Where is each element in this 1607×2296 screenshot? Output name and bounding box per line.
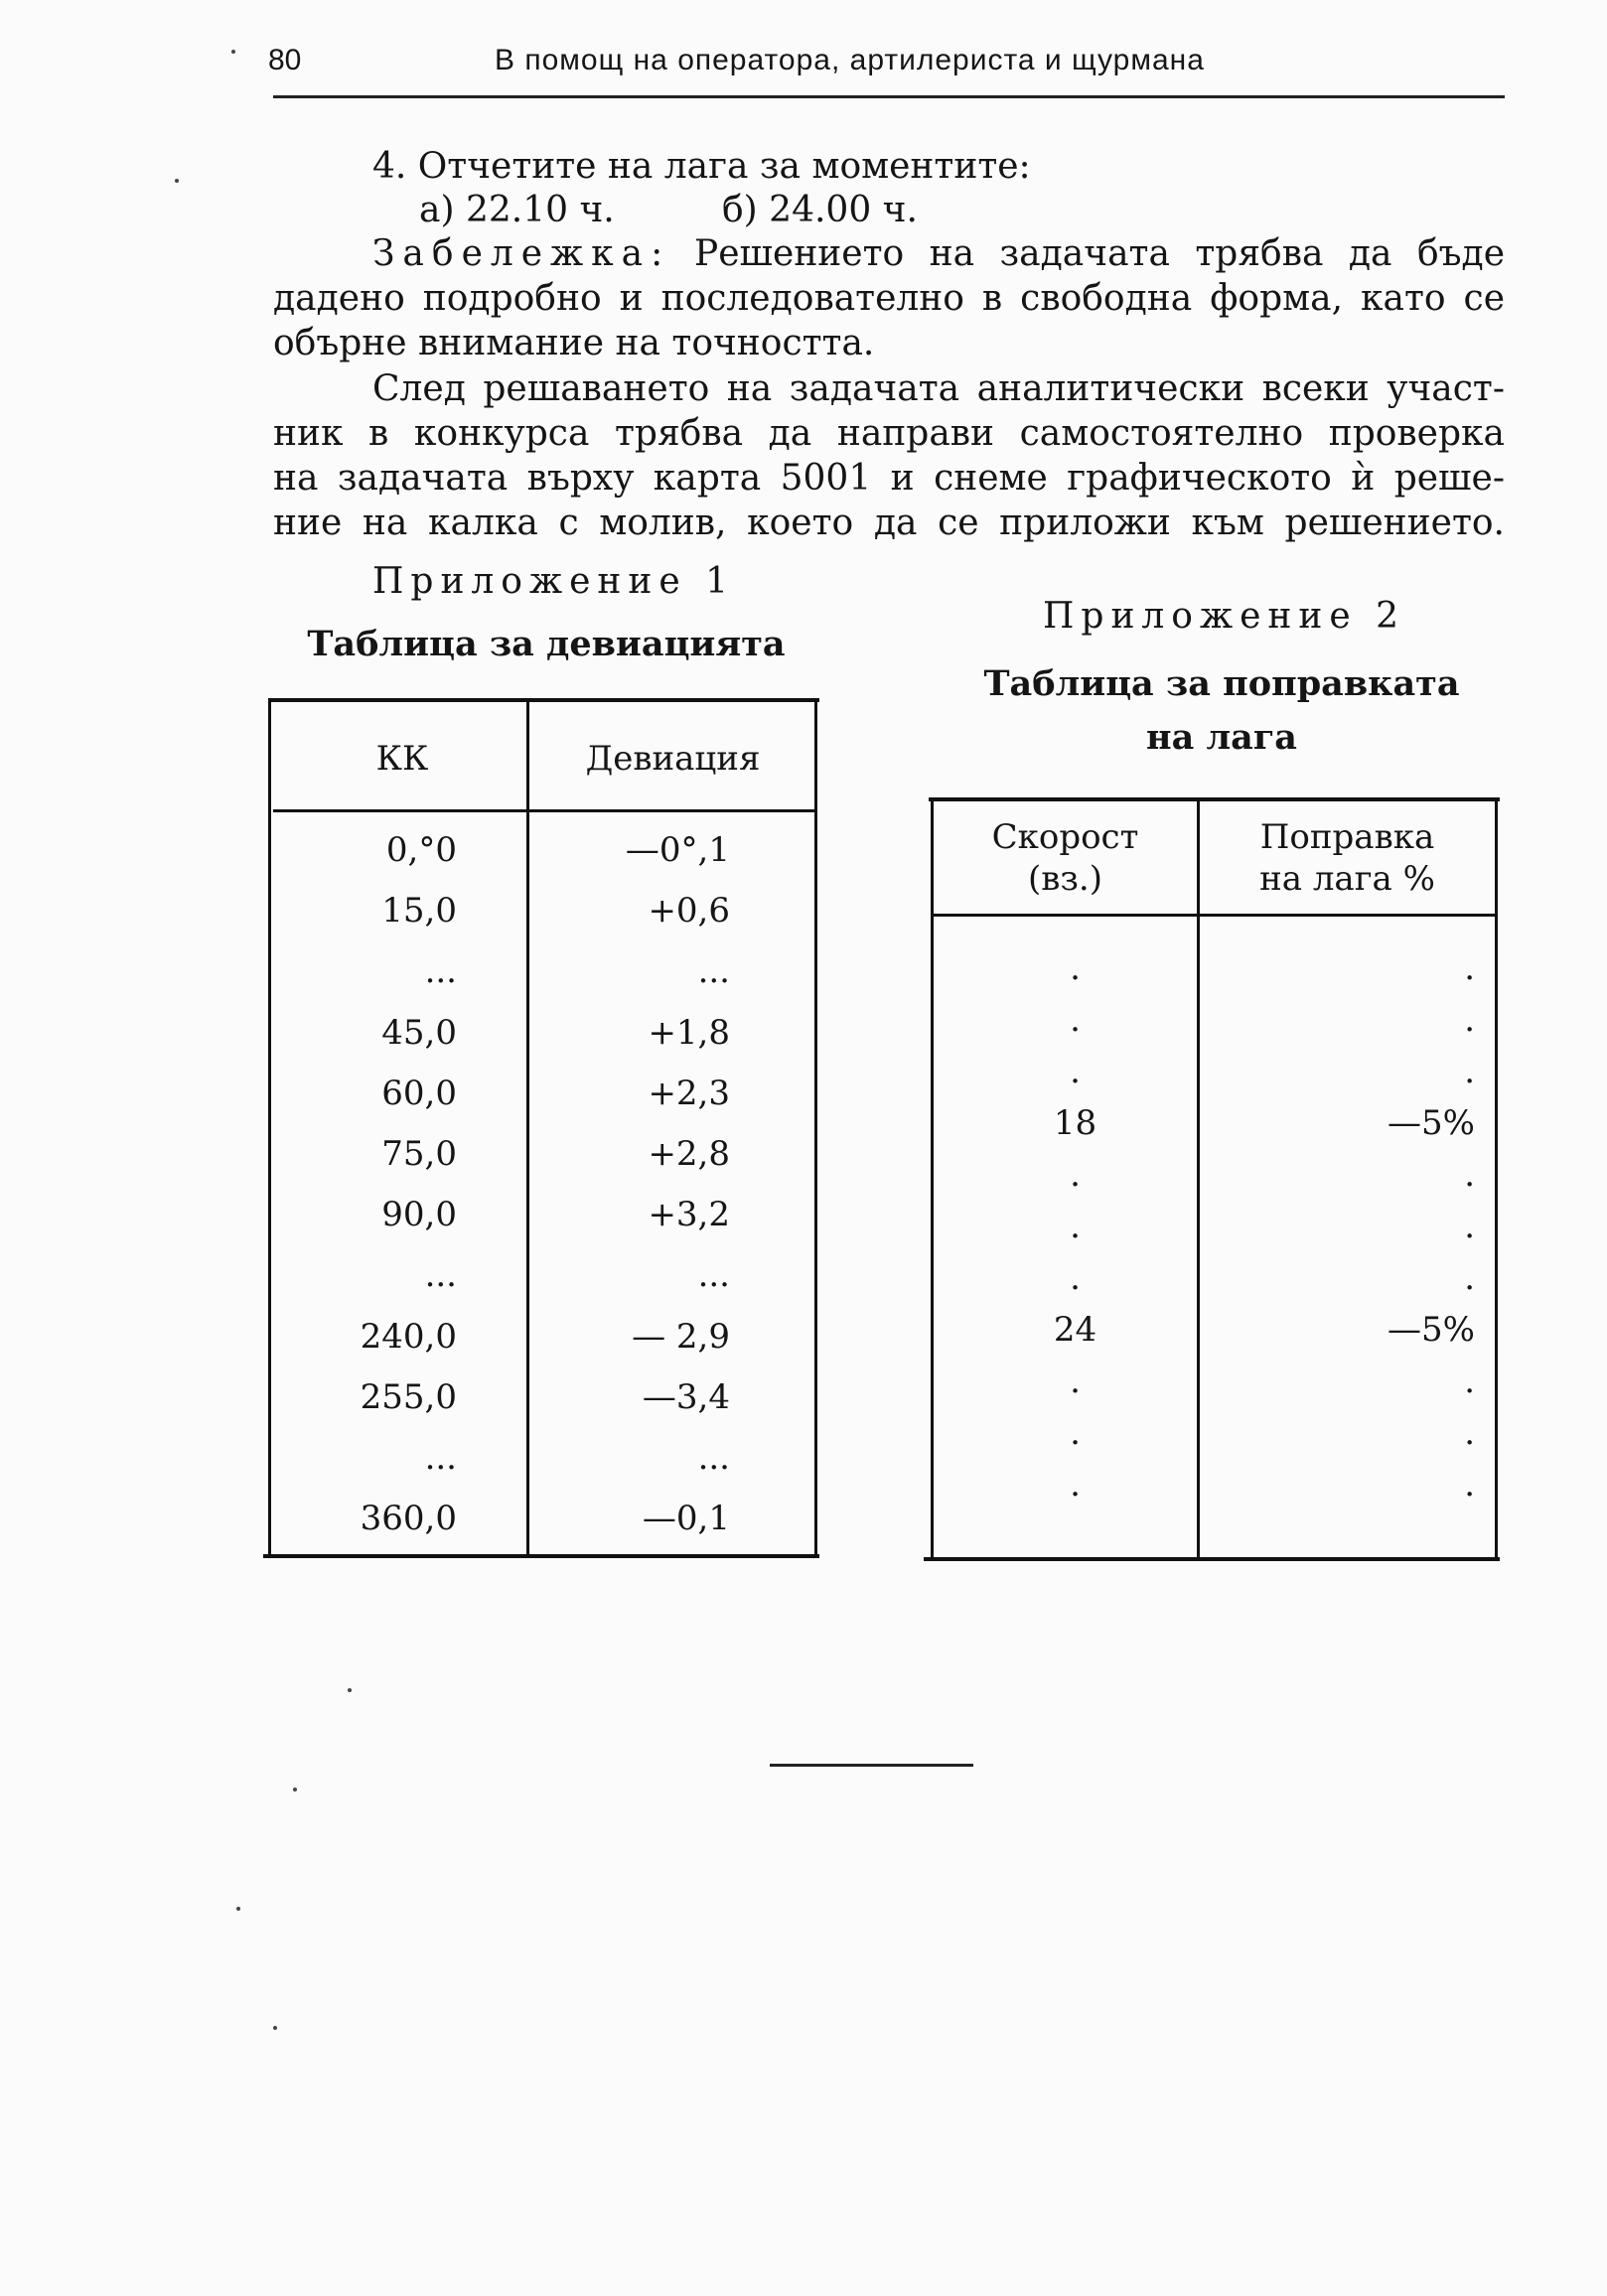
appendix1-row-10-col-1: 255,0 [360, 1376, 457, 1417]
table-header-rule [934, 914, 1495, 917]
table-header-rule [273, 809, 814, 812]
note-line-2: дадено подробно и последователно в свободна форма, като се [273, 278, 1505, 319]
appendix2-row-5-col-2: . [1464, 1155, 1475, 1195]
column-header-correction-line-2: на лага % [1259, 859, 1435, 899]
appendix1-row-11-col-2: ... [697, 1438, 730, 1478]
appendix2-row-1-col-2: . [1464, 948, 1475, 988]
item-4-b: б) 24.00 ч. [722, 190, 918, 230]
appendix2-row-3-col-1: . [1070, 1052, 1081, 1091]
appendix2-row-6-col-1: . [1070, 1207, 1081, 1246]
table-column-divider [1197, 797, 1200, 1560]
note-line-3: обърне внимание на точността. [273, 323, 875, 363]
item-4-a: а) 22.10 ч. [419, 190, 615, 230]
appendix2-row-10-col-2: . [1464, 1413, 1475, 1453]
paragraph-line-2: ник в конкурса трябва да направи самостоятелно проверка [273, 413, 1505, 454]
table-bottom-rule [924, 1557, 1500, 1561]
appendix2-row-11-col-2: . [1464, 1465, 1475, 1505]
appendix1-row-12-col-1: 360,0 [360, 1499, 457, 1539]
appendix2-row-8-col-2: —5% [1388, 1310, 1475, 1350]
appendix1-row-3-col-1: ... [424, 951, 457, 992]
table-left-border [931, 797, 934, 1560]
appendix1-row-2-col-2: +0,6 [648, 891, 730, 932]
appendix1-row-6-col-2: +2,8 [648, 1134, 730, 1174]
appendix2-row-5-col-1: . [1070, 1155, 1081, 1195]
header-rule [273, 95, 1505, 98]
appendix1-row-10-col-2: —3,4 [642, 1376, 730, 1417]
appendix2-row-3-col-2: . [1464, 1052, 1475, 1091]
appendix2-row-7-col-1: . [1070, 1258, 1081, 1298]
column-header-speed-line-1: Скорост [991, 817, 1139, 857]
appendix1-row-1-col-2: —0°,1 [625, 830, 730, 870]
scan-speck [175, 179, 179, 183]
paragraph-line-1: След решаването на задачата аналитически всеки участ- [372, 368, 1505, 409]
running-header: В помощ на оператора, артилериста и щурмана [495, 44, 1205, 76]
scan-speck [236, 1907, 240, 1911]
appendix2-row-2-col-1: . [1070, 1000, 1081, 1040]
table-column-divider [526, 698, 529, 1557]
appendix2-row-2-col-2: . [1464, 1000, 1475, 1040]
column-header-deviation: Девиация [585, 739, 761, 779]
appendix1-row-5-col-1: 60,0 [381, 1073, 457, 1113]
appendix2-row-4-col-2: —5% [1388, 1103, 1475, 1143]
appendix2-row-6-col-2: . [1464, 1207, 1475, 1246]
scan-speck [293, 1788, 297, 1792]
appendix1-row-7-col-2: +3,2 [648, 1195, 730, 1235]
appendix1-row-2-col-1: 15,0 [381, 891, 457, 932]
appendix1-row-4-col-2: +1,8 [648, 1012, 730, 1053]
appendix1-row-5-col-2: +2,3 [648, 1073, 730, 1113]
appendix2-row-9-col-1: . [1070, 1362, 1081, 1401]
paragraph-line-4: ние на калка с молив, което да се приложи към решението. [273, 502, 1505, 543]
table-top-rule [268, 698, 819, 702]
appendix2-row-4-col-1: 18 [1053, 1103, 1097, 1143]
appendix-2-title-line-1: Таблица за поправката [983, 663, 1460, 704]
column-header-kk: КК [375, 739, 429, 779]
appendix2-row-11-col-1: . [1070, 1465, 1081, 1505]
appendix-1-caption: Приложение 1 [372, 561, 736, 602]
appendix1-row-4-col-1: 45,0 [381, 1012, 457, 1053]
end-rule [770, 1764, 973, 1767]
page-number: 80 [268, 44, 302, 76]
appendix-2-title-line-2: на лага [1146, 717, 1297, 758]
column-header-speed-line-2: (вз.) [1027, 859, 1103, 899]
appendix2-row-7-col-2: . [1464, 1258, 1475, 1298]
appendix2-row-8-col-1: 24 [1053, 1310, 1097, 1350]
appendix1-row-8-col-1: ... [424, 1255, 457, 1296]
item-4: 4. Отчетите на лага за моментите: [372, 146, 1031, 187]
table-top-rule [929, 797, 1500, 801]
column-header-speed [934, 816, 1197, 900]
column-header-correction-line-1: Поправка [1259, 817, 1435, 857]
table-right-border [814, 698, 817, 1557]
appendix1-row-9-col-1: 240,0 [360, 1316, 457, 1357]
scan-speck [231, 50, 235, 54]
appendix1-row-8-col-2: ... [697, 1255, 730, 1296]
column-header-correction [1200, 816, 1495, 900]
paragraph-line-3: на задачата върху карта 5001 и снеме графическото ѝ реше- [273, 458, 1505, 499]
appendix1-row-12-col-2: —0,1 [642, 1499, 730, 1539]
appendix2-row-10-col-1: . [1070, 1413, 1081, 1453]
appendix1-row-6-col-1: 75,0 [381, 1134, 457, 1174]
appendix1-row-7-col-1: 90,0 [381, 1195, 457, 1235]
scan-speck [348, 1688, 352, 1692]
note-line-1-text: Решението на задачата трябва да бъде [694, 233, 1505, 274]
appendix1-row-1-col-1: 0,°0 [385, 830, 457, 870]
appendix2-row-1-col-1: . [1070, 948, 1081, 988]
table-right-border [1495, 797, 1498, 1560]
appendix1-row-3-col-2: ... [697, 951, 730, 992]
appendix-2-caption: Приложение 2 [1043, 596, 1406, 637]
note-label: Забележка: [372, 233, 671, 274]
appendix1-row-9-col-2: — 2,9 [632, 1316, 730, 1357]
appendix-1-title: Таблица за девиацията [307, 624, 786, 664]
scan-speck [273, 2026, 277, 2030]
table-left-border [268, 698, 271, 1557]
note-line-1 [372, 232, 1505, 276]
appendix1-row-11-col-1: ... [424, 1438, 457, 1478]
appendix2-row-9-col-2: . [1464, 1362, 1475, 1401]
table-bottom-rule [263, 1554, 819, 1558]
